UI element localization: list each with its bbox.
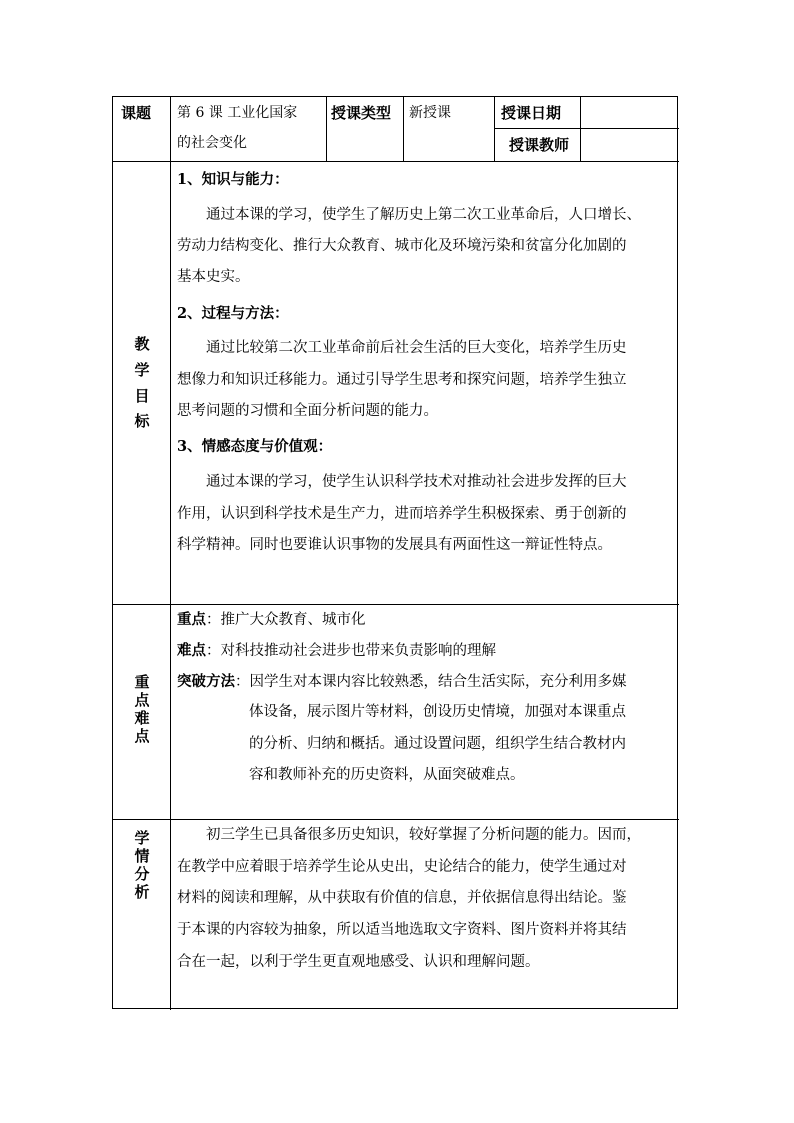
attitude-line: 作用，认识到科学技术是生产力，进而培养学生积极探索、勇于创新的 — [177, 506, 627, 522]
goals-label-char: 标 — [134, 412, 150, 430]
knowledge-line: 基本史实。 — [177, 269, 250, 285]
row-divider — [113, 161, 679, 162]
header-column-divider — [326, 97, 327, 161]
process-line: 通过比较第二次工业革命前后社会生活的巨大变化，培养学生历史 — [206, 340, 627, 356]
method-label: 突破方法 — [177, 673, 235, 690]
label-column-divider — [170, 97, 171, 1010]
focus-label: 重点 — [177, 611, 206, 628]
keypoints-label-char: 重 — [134, 673, 150, 691]
method-text: ：因学生对本课内容比较熟悉，结合生活实际，充分利用多媒 — [235, 674, 627, 690]
goals-label-char: 教 — [134, 335, 150, 353]
subject-title-line2: 的社会变化 — [177, 135, 247, 151]
analysis-line: 初三学生已具备很多历史知识，较好掌握了分析问题的能力。因而， — [206, 827, 641, 843]
method-line: 容和教师补充的历史资料，从面突破难点。 — [249, 767, 525, 783]
analysis-line: 合在一起，以利于学生更直观地感受、认识和理解问题。 — [177, 954, 540, 970]
goals-label-char: 目 — [134, 387, 150, 405]
goals-label-char: 学 — [134, 361, 150, 379]
teacher-label: 授课教师 — [509, 136, 570, 154]
method-line: 体设备，展示图片等材料，创设历史情境，加强对本课重点 — [249, 704, 626, 720]
difficulty-line — [177, 635, 496, 667]
analysis-label-char: 情 — [134, 847, 150, 865]
type-label: 授课类型 — [331, 104, 392, 122]
keypoints-label-char: 难 — [134, 709, 150, 727]
difficulty-value: ：对科技推动社会进步也带来负责影响的理解 — [206, 643, 496, 659]
analysis-label-char: 学 — [134, 829, 150, 847]
analysis-line: 于本课的内容较为抽象，所以适当地选取文字资料、图片资料并将其结 — [177, 922, 627, 938]
knowledge-line: 劳动力结构变化、推行大众教育、城市化及环境污染和贫富分化加剧的 — [177, 238, 627, 254]
type-value: 新授课 — [409, 105, 451, 121]
header-inner-divider — [494, 128, 679, 129]
header-column-divider — [403, 97, 404, 161]
lesson-plan-table — [112, 96, 678, 1009]
process-line: 想像力和知识迁移能力。通过引导学生思考和探究问题，培养学生独立 — [177, 372, 627, 388]
keypoints-label-char: 点 — [134, 727, 150, 745]
process-line: 思考问题的习惯和全面分析问题的能力。 — [177, 403, 438, 419]
attitude-line: 科学精神。同时也要谁认识事物的发展具有两面性这一辩证性特点。 — [177, 537, 612, 553]
knowledge-heading: 1、知识与能力： — [177, 171, 289, 188]
attitude-heading: 3、情感态度与价值观： — [177, 438, 333, 455]
analysis-label-char: 分 — [134, 865, 150, 883]
analysis-line: 在教学中应着眼于培养学生论从史出，史论结合的能力，使学生通过对 — [177, 859, 627, 875]
method-line: 的分析、归纳和概括。通过设置问题，组织学生结合教材内 — [249, 736, 626, 752]
date-label: 授课日期 — [501, 104, 562, 122]
subject-label: 课题 — [121, 104, 152, 122]
focus-value: ：推广大众教育、城市化 — [206, 612, 366, 628]
analysis-label-char: 析 — [134, 883, 150, 901]
subject-title-line1: 第 6 课 工业化国家 — [177, 105, 298, 121]
difficulty-label: 难点 — [177, 642, 206, 659]
process-heading: 2、过程与方法： — [177, 305, 289, 322]
focus-line — [177, 604, 366, 636]
keypoints-label-char: 点 — [134, 691, 150, 709]
method-line — [177, 666, 627, 698]
analysis-line: 材料的阅读和理解，从中获取有价值的信息，并依据信息得出结论。鉴 — [177, 890, 627, 906]
header-column-divider — [494, 97, 495, 161]
header-column-divider — [580, 97, 581, 161]
knowledge-line: 通过本课的学习，使学生了解历史上第二次工业革命后，人口增长、 — [206, 207, 641, 223]
attitude-line: 通过本课的学习，使学生认识科学技术对推动社会进步发挥的巨大 — [206, 474, 627, 490]
